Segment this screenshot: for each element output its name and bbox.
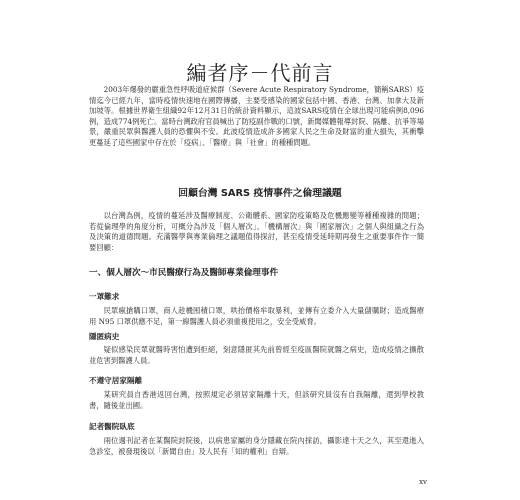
- section-intro-paragraph: 以台灣為例，疫情的蔓延涉及醫療制度、公衛體系、國家防疫策略及危機應變等種種複雜的問題；若從倫理學的角度分析，可概分為涉及「個人層次」、「機構層次」與「國家層次」之個人與組織之行為及決策的道德問題。充滿醫學與專業倫理之議題值得探討，甚至疫情受延時期再發生之重要事件作一簡要回顧：: [89, 211, 424, 252]
- subsection-text: 民眾瘋搶購口罩，商人趁機囤積口罩，哄抬價格牟取暴利，並傳有立委介入大量儲購財；造成醫療用 N95 口罩供應不足，第一線醫護人員必須重複使用之，安全受威脅。: [89, 306, 424, 326]
- subsection-heading: 記者醫院臥底: [89, 422, 135, 431]
- subsection-text: 疑似感染民眾就醫時害怕遭到拒絕，刻意隱匿其先前曾經至疫區醫院就醫之病史，造成疫情之擴散並危害到醫護人員。: [89, 345, 424, 365]
- subsection-text: 兩位週刊記者在某醫院封院後，以病患家屬的身分隱藏在院內採訪，攝影達十天之久，其至還進入急診室，被發現後以「新聞自由」及人民有「知的權利」自辯。: [89, 436, 424, 456]
- subsection-text: 某研究員自香港返回台灣，按照規定必須居家隔離十天，但該研究員沒有自我隔離，還到學校教書，隨後並出國。: [89, 390, 424, 410]
- subsection-heading: 隱匿病史: [89, 332, 120, 341]
- subsection-heading: 不遵守居家隔離: [89, 376, 143, 385]
- page-number: xv: [419, 478, 427, 486]
- section-title: 回顧台灣 SARS 疫情事件之倫理議題: [178, 188, 342, 199]
- subsection-heading: 一罩難求: [89, 292, 120, 301]
- part-heading: 一、個人層次～市民醫療行為及醫師專業倫理事件: [89, 268, 279, 278]
- page-title: 編者序－代前言: [186, 61, 334, 85]
- intro-paragraph: 2003年爆發的嚴重急性呼吸道症候群（Severe Acute Respiratory Syndrome，簡稱SARS）疫情迄今已經九年，當時疫情快速地在國際傳播，主要受感染的國家包括中國、香港、台灣、加拿大及新加坡等。根據世界衛生組織92年12月31日的統計資料顯示，這波SARS疫情在全球出現可能病例8,096例，造成774例死亡。當時台灣政府官員喊出了防疫副作戰的口號，新聞媒體報導封院、隔離、抗爭等場景，嚴重民眾與醫護人員的恐懼與不安。此波疫情造成許多國家人民之生命及財富的重大損失，其衝擊更蔓延了這些國家中存在於「疫病」、「醫療」與「社會」的種種問題。: [89, 85, 424, 147]
